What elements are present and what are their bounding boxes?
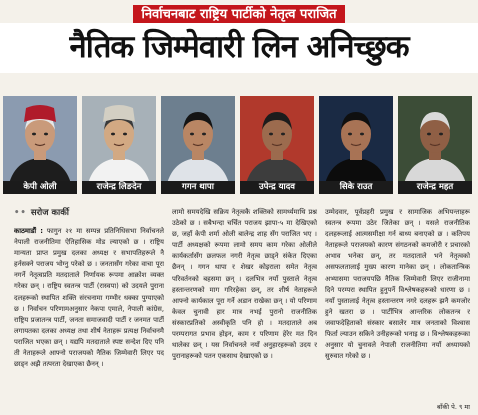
portrait-eye-right bbox=[123, 133, 127, 136]
portrait-eye-left bbox=[32, 133, 36, 136]
column-text: उम्मेदवार, पूर्वप्रहरी प्रमुख र सामाजिक अभियन्ताहरू स्वतन्त्र रूपमा उठेर जितेका छन् । यसले राजनीतिक दलहरूलाई आत्मसमीक्षा गर्न बाध्य बनाएको छ । कतिपय नेताहरूले पराजयको कारण संगठनको कमजोरी र प्रचारको अभाव भनेका छन्, तर मतदाताले भने नेतृत्वको असफलतालाई मुख्य कारण मानेका छन् । लोकतान्त्रिक अभ्यासमा पराजयपछि नैतिक जिम्मेवारी लिएर राजीनामा दिने परम्परा स्थापित हुनुपर्ने विश्लेषकहरूको धारणा छ । नयाँ पुस्तालाई नेतृत्व हस्तान्तरण नगरे दलहरू झनै कमजोर हुने खतरा छ । पार्टीभित्र आन्तरिक लोकतन्त्र र जवाफदेहिताको संस्कार बसालेर मात्र जनताको विश्वास फिर्ता ल्याउन सकिने उनीहरूको भनाइ छ । विश्लेषकहरूका अनुसार यो चुनावले नेपाली राजनीतिमा नयाँ अध्यायको सुरुवात गरेको छ । bbox=[325, 208, 470, 361]
portrait-eye-right bbox=[281, 133, 285, 136]
portrait-eye-left bbox=[269, 133, 273, 136]
portrait-eye-right bbox=[202, 133, 206, 136]
portrait-image bbox=[161, 96, 235, 194]
photo-strip bbox=[3, 96, 475, 194]
photo-caption: राजेन्द्र महत bbox=[398, 181, 472, 194]
continued-note: बाँकी पे. ९ मा bbox=[437, 403, 470, 411]
photo-caption: उपेन्द्र यादव bbox=[240, 181, 314, 194]
headline-band bbox=[0, 23, 478, 73]
dateline: काठमाडौं : bbox=[14, 227, 43, 235]
portrait-eye-right bbox=[360, 133, 364, 136]
kicker-row bbox=[0, 3, 478, 25]
photo-caption: राजेन्द्र लिङदेन bbox=[82, 181, 156, 194]
portrait-eye-left bbox=[348, 133, 352, 136]
byline bbox=[14, 207, 164, 221]
photo-caption: गगन थापा bbox=[161, 181, 235, 194]
byline-dots: •• bbox=[14, 208, 31, 218]
photo-4 bbox=[240, 96, 314, 194]
portrait-eye-right bbox=[44, 133, 48, 136]
photo-3 bbox=[161, 96, 235, 194]
article-column-3 bbox=[325, 207, 470, 405]
column-text: फागुन २१ मा सम्पन्न प्रतिनिधिसभा निर्वाचनले नेपाली राजनीतिमा ऐतिहासिक मोड ल्याएको छ । राष्ट्रिय मान्यता प्राप्त प्रमुख दलका अध्यक्ष र सभापतिहरूले नै हर्नसक्ने पराजय भोग्नु परेको छ । जनतासँग गरेका वाचा पूरा नगर्ने नेतृत्वप्रति मतदाताले निर्णायक रूपमा आक्रोश व्यक्त गरेका छन् । राष्ट्रिय स्वतन्त्र पार्टी (रास्वपा) को उदयले पुराना दलहरूको स्थापित शक्ति संरचनामा गम्भीर धक्का पुग्याएको छ । निर्वाचन परिणामअनुसार नेकपा एमाले, नेपाली कांग्रेस, राष्ट्रिय प्रजातन्त्र पार्टी, जनता समाजवादी पार्टी र जनमत पार्टी लगायतका दलका अध्यक्ष तथा शीर्ष नेताहरू प्रत्यक्ष निर्वाचनमै पराजित भएका छन् । यद्यपि मतदाताले स्पष्ट सन्देश दिए पनि ती नेताहरूले आफ्नो पराजयको नैतिक जिम्मेवारी लिएर पद छाड्न अझै तत्परता देखाएका छैनन् । bbox=[14, 227, 164, 369]
photo-5 bbox=[319, 96, 393, 194]
article-column-2 bbox=[172, 207, 317, 405]
portrait-eye-left bbox=[427, 133, 431, 136]
portrait-image bbox=[240, 96, 314, 194]
column-text: लामो समयदेखि सक्रिय नेतृत्वकै शक्तिको सामर्थ्यमाथि प्रश्न उठेको छ । सबैभन्दा चर्चित पराजय झापा-५ मा देखिएको छ, जहाँ केपी शर्मा ओली बालेन्द्र शाह सँग पराजित भए । पार्टी अध्यक्षको रूपमा लामो समय काम गरेका ओलीले कार्यकर्तासँग छलफल नगरी नेतृत्व छाड्ने संकेत दिएका छैनन् । गगन थापा र शेखर कोइराला समेत नेतृत्व परिवर्तनको बहसमा छन् । दलभित्र नयाँ पुस्ताले नेतृत्व हस्तान्तरणको माग गरिरहेका छन्, तर शीर्ष नेताहरूले आफ्नो कार्यकाल पूरा गर्ने अडान राखेका छन् । यो परिणाम केवल चुनावी हार मात्र नभई पुरानो राजनीतिक संस्कारप्रतिको अस्वीकृति पनि हो । मतदाताले अब परम्परागत प्रभाव होइन, काम र परिणाम हेरेर मत दिन थालेका छन् । यस निर्वाचनले नयाँ अनुहारहरूको उदय र पुरानाहरूको पतन एकसाथ देखाएको छ । bbox=[172, 208, 317, 361]
photo-caption: केपी ओली bbox=[3, 181, 77, 194]
photo-6 bbox=[398, 96, 472, 194]
portrait-eye-left bbox=[190, 133, 194, 136]
portrait-image bbox=[398, 96, 472, 194]
portrait-image bbox=[82, 96, 156, 194]
photo-1 bbox=[3, 96, 77, 194]
kicker: निर्वाचनबाट राष्ट्रिय पार्टीको नेतृत्व पराजित bbox=[133, 5, 344, 25]
headline: नैतिक जिम्मेवारी लिन अनिच्छुक bbox=[69, 29, 409, 65]
photo-2 bbox=[82, 96, 156, 194]
portrait-image bbox=[319, 96, 393, 194]
portrait-image bbox=[3, 96, 77, 194]
portrait-eye-right bbox=[439, 133, 443, 136]
photo-caption: सिके राउत bbox=[319, 181, 393, 194]
byline-author: सरोज कार्की bbox=[30, 208, 69, 218]
portrait-eye-left bbox=[111, 133, 115, 136]
article-column-1 bbox=[14, 226, 164, 404]
